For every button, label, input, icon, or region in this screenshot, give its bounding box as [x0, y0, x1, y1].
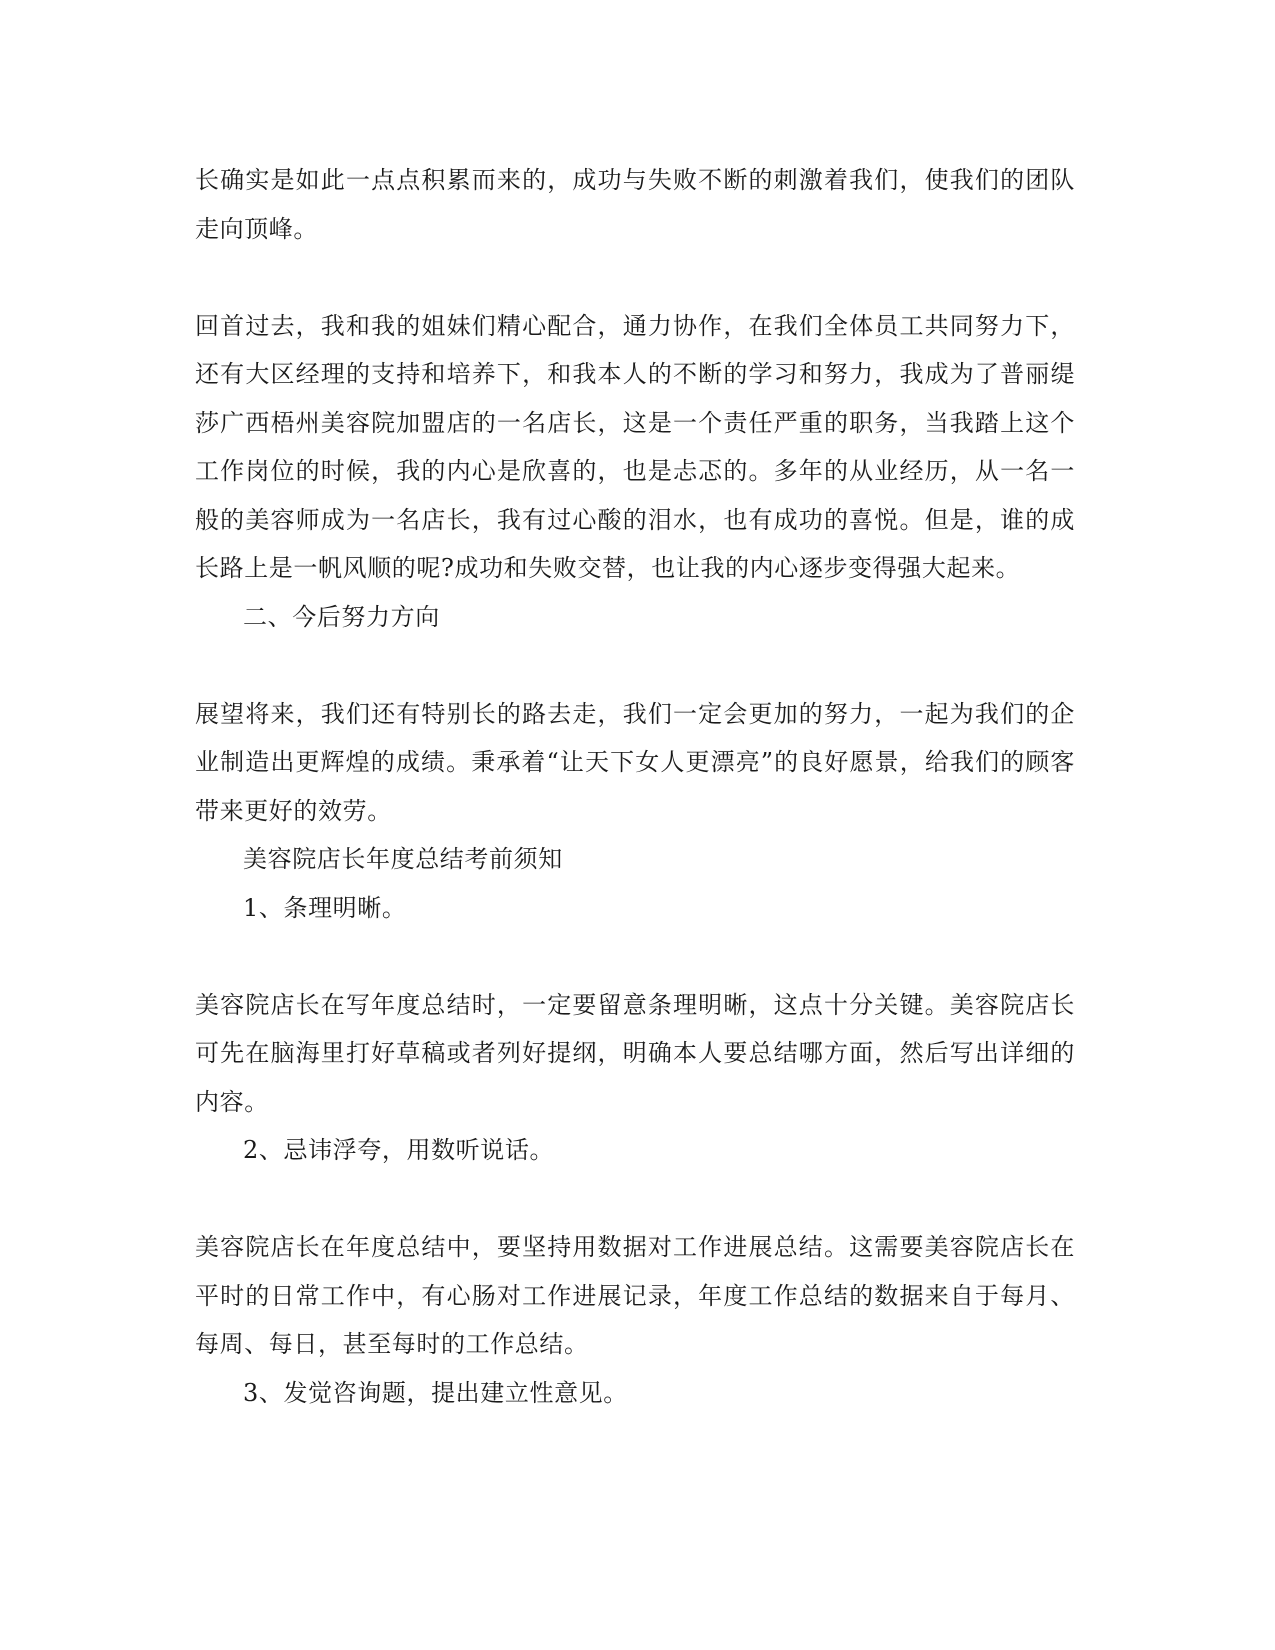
paragraph-use-data: 美容院店长在年度总结中，要坚持用数据对工作进展总结。这需要美容院店长在平时的日常工作中，有心肠对工作进展记录，年度工作总结的数据来自于每月、每周、每日，甚至每时的工作总结。: [195, 1233, 1075, 1358]
list-item-heading-1: 1、条理明晰。: [243, 893, 407, 922]
paragraph-gap: [195, 1175, 1075, 1224]
paragraph-looking-back: 回首过去，我和我的姐妹们精心配合，通力协作，在我们全体员工共同努力下，还有大区经理的支持和培养下，和我本人的不断的学习和努力，我成为了普丽缇莎广西梧州美容院加盟店的一名店长，这是一个责任严重的职务，当我踏上这个工作岗位的时候，我的内心是欣喜的，也是忐忑的。多年的从业经历，从一名一般的美容师成为一名店长，我有过心酸的泪水，也有成功的喜悦。但是，谁的成长路上是一帆风顺的呢?成功和失败交替，也让我的内心逐步变得强大起来。: [195, 311, 1075, 582]
list-item-heading-2: 2、忌讳浮夸，用数听说话。: [243, 1136, 555, 1164]
document-body: [195, 156, 1075, 1417]
paragraph-gap: [195, 253, 1075, 302]
paragraph-team-growth: 长确实是如此一点点积累而来的，成功与失败不断的刺激着我们，使我们的团队走向顶峰。: [195, 166, 1075, 243]
paragraph-clear-structure: 美容院店长在写年度总结时，一定要留意条理明晰，这点十分关键。美容院店长可先在脑海里打好草稿或者列好提纲，明确本人要总结哪方面，然后写出详细的内容。: [195, 990, 1075, 1116]
section-heading-future-direction: 二、今后努力方向: [243, 602, 440, 631]
paragraph-gap: [195, 932, 1075, 981]
paragraph-outlook: 展望将来，我们还有特别长的路去走，我们一定会更加的努力，一起为我们的企业制造出更辉煌的成绩。秉承着“让天下女人更漂亮”的良好愿景，给我们的顾客带来更好的效劳。: [195, 699, 1075, 825]
paragraph-gap: [195, 641, 1075, 690]
list-item-heading-3: 3、发觉咨询题，提出建立性意见。: [243, 1378, 628, 1407]
section-heading-notes: 美容院店长年度总结考前须知: [243, 845, 563, 873]
